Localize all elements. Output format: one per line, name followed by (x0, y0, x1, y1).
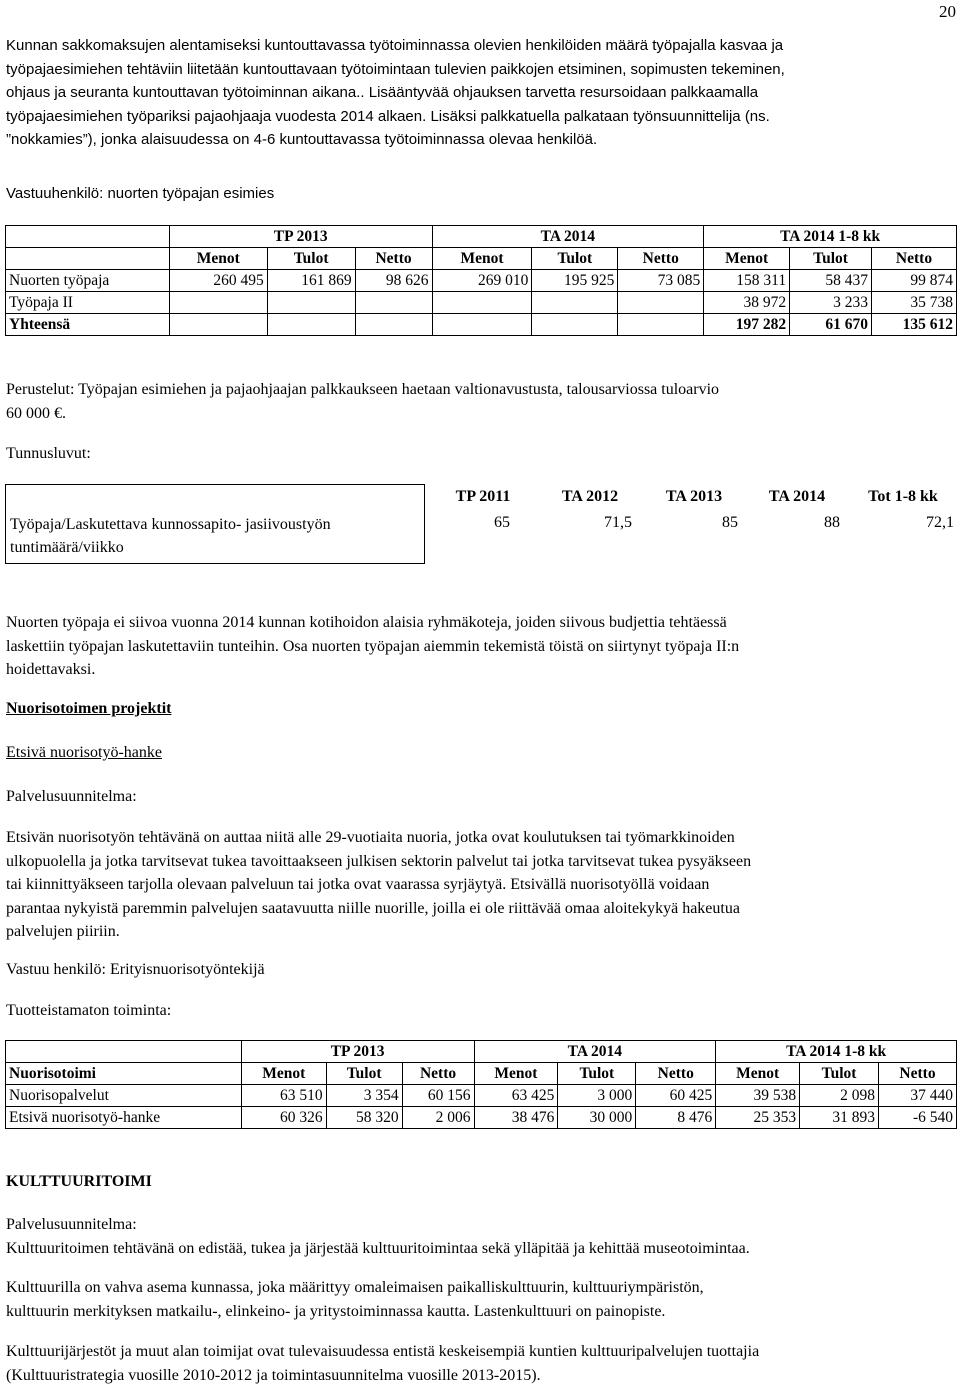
table-cell: 161 869 (267, 270, 355, 292)
table-cell (618, 292, 704, 314)
table-cell: 35 738 (872, 292, 957, 314)
table-cell: 25 353 (716, 1107, 800, 1129)
row-label: Etsivä nuorisotyö-hanke (6, 1107, 242, 1129)
service-plan-label-culture: Palvelusuunnitelma: (6, 1216, 137, 1233)
table-cell: 39 538 (716, 1085, 800, 1107)
column-header: Tulot (800, 1063, 879, 1085)
table-cell: 63 425 (474, 1085, 558, 1107)
table-cell (267, 292, 355, 314)
table-cell: 2 098 (800, 1085, 879, 1107)
table-cell (532, 314, 618, 336)
table-cell (355, 314, 432, 336)
culture-line: Kulttuurilla on vahva asema kunnassa, joka määrittyy omaleimaisen paikalliskulttuurin, kulttuuriympäristön, (6, 1279, 704, 1296)
key-figures-value: 85 (722, 514, 738, 531)
table-subheader-row (6, 248, 957, 270)
table-cell (432, 292, 532, 314)
key-figures-table (428, 484, 958, 536)
youth-projects-heading: Nuorisotoimen projektit (6, 700, 172, 717)
column-header: Menot (169, 248, 267, 270)
table-cell (532, 292, 618, 314)
column-header: Netto (872, 248, 957, 270)
table-cell: 37 440 (879, 1085, 957, 1107)
table-cell: 197 282 (704, 314, 790, 336)
column-header: Netto (355, 248, 432, 270)
column-header: Netto (636, 1063, 716, 1085)
column-group-header: TA 2014 1-8 kk (704, 226, 957, 248)
table-cell: 260 495 (169, 270, 267, 292)
culture-line: kulttuurin merkityksen matkailu-, elinkeino- ja yritystoiminnassa kautta. Lastenkulttuuri on painopiste. (6, 1302, 666, 1320)
culture-heading: KULTTUURITOIMI (6, 1173, 152, 1190)
unproductized-activity-label: Tuotteistamaton toiminta: (6, 1002, 172, 1019)
column-header: Menot (474, 1063, 558, 1085)
key-figures-header: TP 2011 (455, 488, 511, 505)
row-label: Nuorten työpaja (6, 270, 170, 292)
key-figures-header: TA 2013 (665, 488, 723, 505)
column-group-header: TA 2014 1-8 kk (716, 1041, 957, 1063)
justification-paragraph (6, 378, 952, 425)
key-figures-header: Tot 1-8 kk (868, 488, 938, 505)
outreach-line: palvelujen piiriin. (6, 923, 120, 940)
justification-line: Perustelut: Työpajan esimiehen ja pajaohjaajan palkkaukseen haetaan valtionavustusta, talousarviossa tuloarvio (6, 381, 720, 398)
column-group-header: TA 2014 (474, 1041, 716, 1063)
culture-paragraph-1: Kulttuuritoimen tehtävänä on edistää, tukea ja järjestää kulttuuritoimintaa sekä ylläpitää ja kehittää museotoimintaa. (6, 1240, 750, 1257)
intro-line: ohjaus ja seuranta kuntouttavan työtoiminnan aikana.. Lisääntyvää ohjauksen tarvetta resursoidaan palkkaamalla (6, 84, 759, 101)
culture-paragraph-2 (6, 1276, 952, 1323)
table-cell (618, 314, 704, 336)
column-header: Menot (241, 1063, 326, 1085)
table-cell: 158 311 (704, 270, 790, 292)
table-row (6, 270, 957, 292)
page-number: 20 (939, 2, 956, 21)
corner-cell (6, 248, 170, 270)
table-cell: 60 156 (402, 1085, 474, 1107)
key-figures-label-box (5, 484, 425, 564)
column-group-header: TA 2014 (432, 226, 704, 248)
row-label: Työpaja II (6, 292, 170, 314)
corner-cell (6, 1041, 242, 1063)
column-header: Tulot (532, 248, 618, 270)
table-cell: 63 510 (241, 1085, 326, 1107)
key-figures-header: TA 2012 (561, 488, 619, 505)
workshop-budget-table (5, 225, 957, 336)
table-cell: 38 972 (704, 292, 790, 314)
column-header: Tulot (267, 248, 355, 270)
column-header: Menot (432, 248, 532, 270)
column-header: Tulot (790, 248, 872, 270)
row-label: Nuorisopalvelut (6, 1085, 242, 1107)
table-row (6, 292, 957, 314)
column-header: Netto (879, 1063, 957, 1085)
column-header: Netto (402, 1063, 474, 1085)
key-figures-label-line: Työpaja/Laskutettava kunnossapito- jasiivoustyön (10, 516, 331, 533)
table-cell: 61 670 (790, 314, 872, 336)
outreach-line: tai kiinnittyäkseen tarjolla olevaan palveluun tai jotka ovat vaarassa syrjäytyä. Etsivällä nuorisotyöllä voidaan (6, 876, 710, 893)
table-cell: 135 612 (872, 314, 957, 336)
responsible-person-workshop: Vastuuhenkilö: nuorten työpajan esimies (6, 185, 275, 202)
service-plan-label: Palvelusuunnitelma: (6, 788, 137, 805)
table-subheader-row (6, 1063, 957, 1085)
column-header: Netto (618, 248, 704, 270)
table-cell: 60 425 (636, 1085, 716, 1107)
table-cell: 3 354 (326, 1085, 402, 1107)
key-figures-value: 88 (824, 514, 840, 531)
intro-line: ”nokkamies”), jonka alaisuudessa on 4-6 kuntouttavassa työtoiminnassa olevaa henkilöä. (6, 131, 598, 148)
key-figures-header: TA 2014 (768, 488, 826, 505)
key-figures-value: 72,1 (926, 514, 954, 531)
responsible-person-youth: Vastuu henkilö: Erityisnuorisotyöntekijä (6, 961, 265, 978)
intro-line: työpajaesimiehen tehtäviin liitetään kuntouttavaan työtoimintaan tulevien paikkojen etsiminen, sopimusten tekeminen, (6, 60, 785, 78)
table-cell: 3 000 (558, 1085, 636, 1107)
outreach-line: Etsivän nuorisotyön tehtävänä on auttaa niitä alle 29-vuotiaita nuoria, jotka ovat koulutuksen tai työmarkkinoiden (6, 829, 735, 846)
cleaning-paragraph (6, 611, 952, 682)
intro-line: työpajaesimiehen työpariksi pajaohjaaja vuodesta 2014 alkaen. Lisäksi palkkatuella palkataan työnsuunnittelija (ns. (6, 107, 770, 125)
table-cell: 73 085 (618, 270, 704, 292)
key-figures-value: 65 (494, 514, 510, 531)
table-cell: 58 320 (326, 1107, 402, 1129)
key-figures-header-row (428, 484, 958, 510)
table-header-row (6, 226, 957, 248)
culture-line: Kulttuurijärjestöt ja muut alan toimijat ovat tulevaisuudessa entistä keskeisempiä kuntien kulttuuripalvelujen tuottajia (6, 1343, 760, 1360)
cleaning-line: laskettiin työpajan laskutettaviin tunteihin. Osa nuorten työpajan aiemmin tekemistä töistä on siirtynyt työpaja II:n (6, 637, 740, 655)
table-cell: 38 476 (474, 1107, 558, 1129)
outreach-project-title: Etsivä nuorisotyö-hanke (6, 744, 162, 761)
column-header: Menot (704, 248, 790, 270)
key-figures-label: Tunnusluvut: (6, 445, 91, 462)
corner-cell (6, 226, 170, 248)
table-cell: 60 326 (241, 1107, 326, 1129)
justification-line: 60 000 €. (6, 404, 66, 422)
table-cell (355, 292, 432, 314)
column-group-header: TP 2013 (169, 226, 432, 248)
table-cell: 30 000 (558, 1107, 636, 1129)
youth-budget-table (5, 1040, 957, 1129)
cleaning-line: Nuorten työpaja ei siivoa vuonna 2014 kunnan kotihoidon alaisia ryhmäkoteja, joiden siivous budjettia tehtäessä (6, 614, 727, 631)
table-cell: 99 874 (872, 270, 957, 292)
culture-line: (Kulttuuristrategia vuosille 2010-2012 ja toimintasuunnitelma vuosille 2013-2015). (6, 1366, 541, 1384)
table-cell: 3 233 (790, 292, 872, 314)
table-cell: 2 006 (402, 1107, 474, 1129)
table-cell: 269 010 (432, 270, 532, 292)
table-row (6, 1107, 957, 1129)
cleaning-line: hoidettavaksi. (6, 661, 96, 678)
column-group-header: TP 2013 (241, 1041, 474, 1063)
table-cell: 195 925 (532, 270, 618, 292)
column-header: Tulot (558, 1063, 636, 1085)
row-label: Yhteensä (6, 314, 170, 336)
table-cell (169, 314, 267, 336)
column-header: Tulot (326, 1063, 402, 1085)
key-figures-row-label (10, 513, 331, 559)
table-cell (267, 314, 355, 336)
outreach-line: ulkopuolella ja jotka tarvitsevat tukea tavoittaakseen julkisen sektorin palvelut tai jotka tarvitsevat tukea pysyäkseen (6, 852, 752, 870)
table-row (6, 1085, 957, 1107)
corner-label: Nuorisotoimi (6, 1063, 242, 1085)
table-cell: 98 626 (355, 270, 432, 292)
outreach-paragraph (6, 826, 952, 944)
intro-paragraph (6, 34, 952, 152)
table-cell (432, 314, 532, 336)
table-header-row (6, 1041, 957, 1063)
key-figures-value: 71,5 (604, 514, 632, 531)
table-cell: 31 893 (800, 1107, 879, 1129)
intro-line: Kunnan sakkomaksujen alentamiseksi kuntouttavassa työtoiminnassa olevien henkilöiden määrä työpajalla kasvaa ja (6, 37, 784, 54)
table-cell: 58 437 (790, 270, 872, 292)
table-cell (169, 292, 267, 314)
table-cell: -6 540 (879, 1107, 957, 1129)
culture-paragraph-3 (6, 1340, 952, 1387)
column-header: Menot (716, 1063, 800, 1085)
outreach-line: parantaa nykyistä paremmin palvelujen saatavuutta niille nuorille, joilla ei ole riittävää omaa aloitekykyä hakeutua (6, 899, 740, 917)
table-total-row (6, 314, 957, 336)
table-cell: 8 476 (636, 1107, 716, 1129)
key-figures-value-row (428, 510, 958, 536)
key-figures-label-line: tuntimäärä/viikko (10, 539, 124, 556)
